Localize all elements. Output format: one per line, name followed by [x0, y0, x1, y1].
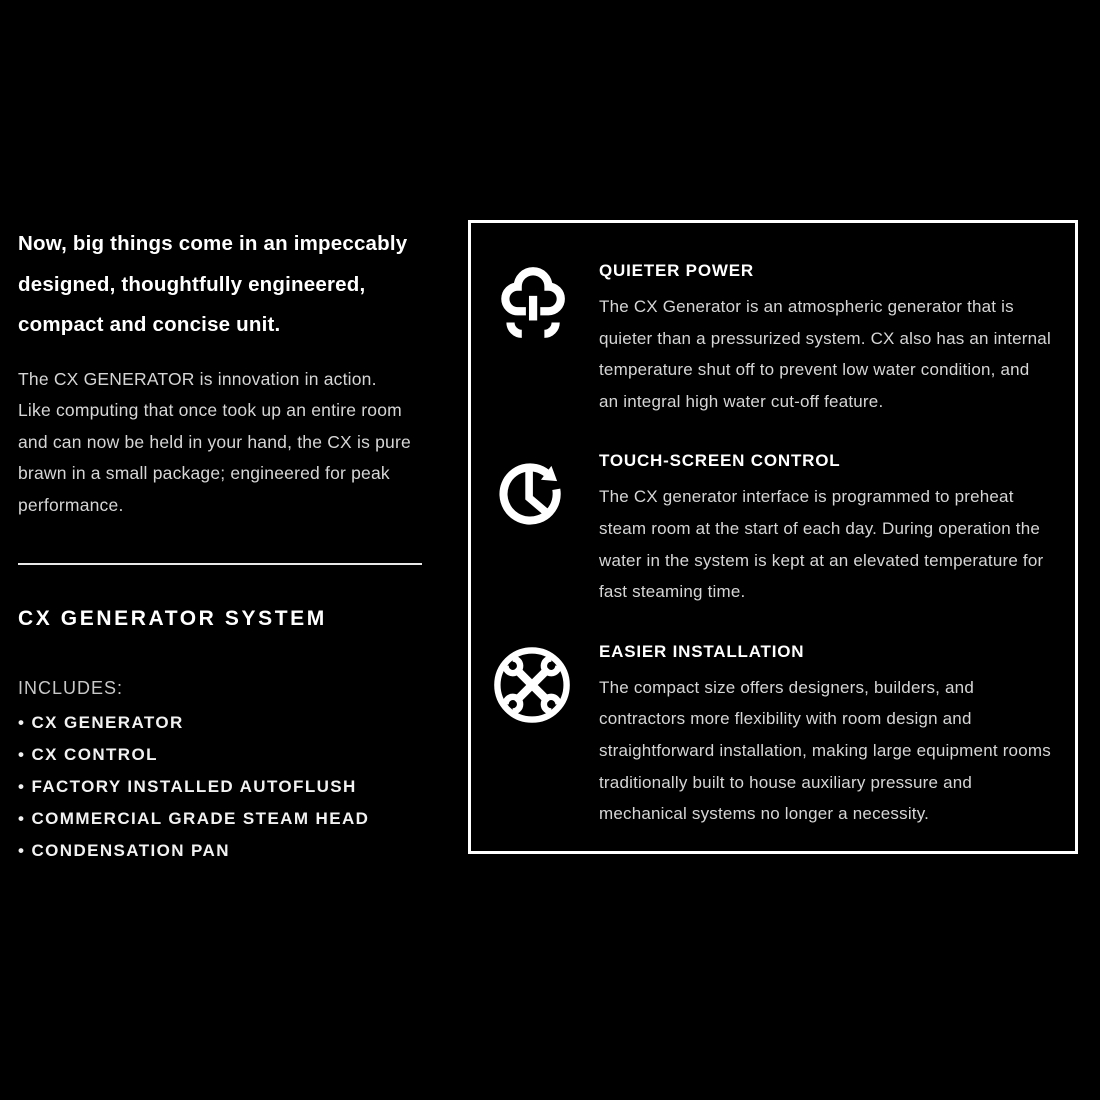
- feature-body: The CX Generator is an atmospheric generator that is quieter than a pressurized system. CX also has an internal temperature shut off to prevent low water condition, and an integral high water cut-off feature.: [599, 297, 1051, 411]
- feature-quieter-power: [491, 260, 1057, 417]
- divider-line: [18, 563, 422, 565]
- feature-text: [599, 641, 1057, 830]
- feature-touch-screen-control: [491, 450, 1057, 607]
- list-item-steam-head: • COMMERCIAL GRADE STEAM HEAD: [18, 803, 450, 835]
- feature-title: QUIETER POWER: [599, 261, 754, 280]
- intro-paragraph: The CX GENERATOR is innovation in action. Like computing that once took up an entire room and can now be held in your hand, the CX is pure brawn in a small package; engineered for peak performance.: [18, 368, 411, 515]
- section-title: CX GENERATOR SYSTEM: [18, 607, 327, 631]
- list-item-autoflush: • FACTORY INSTALLED AUTOFLUSH: [18, 771, 450, 803]
- feature-title: EASIER INSTALLATION: [599, 641, 805, 661]
- includes-list: [18, 707, 450, 866]
- crossed-wrenches-icon: [491, 641, 575, 830]
- feature-text: [599, 450, 1057, 607]
- steam-cloud-icon: [491, 260, 575, 417]
- feature-easier-installation: [491, 641, 1057, 830]
- feature-body: The CX generator interface is programmed to preheat steam room at the start of each day. During operation the water in the system is kept at an elevated temperature for fast steaming time.: [599, 487, 1044, 602]
- includes-label: INCLUDES:: [18, 678, 124, 699]
- features-panel: [468, 220, 1078, 854]
- list-item-condensation-pan: • CONDENSATION PAN: [18, 835, 450, 867]
- list-item-cx-control: • CX CONTROL: [18, 739, 450, 771]
- feature-text: [599, 260, 1057, 417]
- feature-body: The compact size offers designers, builders, and contractors more flexibility with room design and straightforward installation, making large equipment rooms traditionally built to house auxiliary pressure and mechanical systems no longer a necessity.: [599, 677, 1051, 824]
- feature-title: TOUCH-SCREEN CONTROL: [599, 451, 841, 471]
- list-item-cx-generator: • CX GENERATOR: [18, 707, 450, 739]
- clock-history-icon: [491, 450, 575, 607]
- left-column: [18, 224, 450, 866]
- page-headline: Now, big things come in an impeccably designed, thoughtfully engineered, compact and concise unit.: [18, 232, 408, 336]
